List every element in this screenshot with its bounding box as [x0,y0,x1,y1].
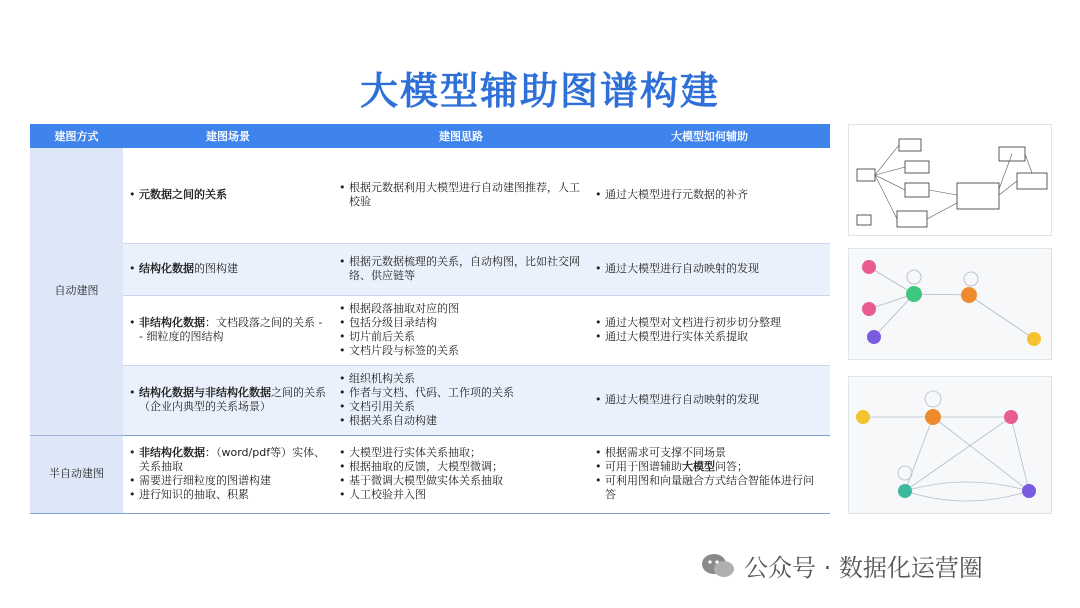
table-row [30,365,830,435]
assist-item: • 通过大模型进行自动映射的发现 [595,262,824,276]
header-idea: 建图思路 [333,124,589,148]
scene-cell [123,295,333,365]
idea-cell [333,435,589,513]
idea-item: • 切片前后关系 [339,330,583,344]
header-scene: 建图场景 [123,124,333,148]
scene-cell [123,435,333,513]
scene-bold: 结构化数据与非结构化数据 [139,386,271,399]
scene-text: 的图构建 [194,262,238,275]
idea-item: • 包括分级目录结构 [339,316,583,330]
idea-item: • 组织机构关系 [339,372,583,386]
header-assist: 大模型如何辅助 [589,124,830,148]
scene-text: • 需要进行细粒度的图谱构建 [129,474,327,488]
wechat-icon [700,551,736,581]
scene-text: ：文档段落之间的关系 - - 细粒度的图结构 [139,316,323,343]
assist-item: • 通过大模型对文档进行初步切分整理 [595,316,824,330]
method-auto: 自动建图 [30,148,123,435]
watermark [700,548,983,583]
idea-item: • 根据关系自动构建 [339,414,583,428]
idea-item: • 作者与文档、代码、工作项的关系 [339,386,583,400]
idea-item: • 文档片段与标签的关系 [339,344,583,358]
table-header-row [30,124,830,148]
idea-item: • 文档引用关系 [339,400,583,414]
watermark-text: 公众号 · 数据化运营圈 [744,554,983,582]
graph-thumbnail-nodes [848,248,1052,360]
idea-item: • 根据段落抽取对应的图 [339,302,583,316]
scene-cell [123,365,333,435]
idea-item: • 根据抽取的反馈，大模型微调； [339,460,583,474]
flow-graph-image [849,125,1051,235]
assist-item: • 通过大模型进行元数据的补齐 [595,188,824,202]
assist-item: • 通过大模型进行自动映射的发现 [595,393,824,407]
scene-text: • 进行知识的抽取、积累 [129,488,327,502]
idea-cell [333,295,589,365]
assist-item: • 可用于图谱辅助大模型问答； [595,460,824,474]
idea-item: • 大模型进行实体关系抽取； [339,446,583,460]
assist-cell [589,243,830,295]
method-semi-auto: 半自动建图 [30,435,123,513]
table-row [30,148,830,243]
header-method: 建图方式 [30,124,123,148]
idea-cell [333,148,589,243]
idea-item: • 人工校验并入图 [339,488,583,502]
idea-item: • 基于微调大模型做实体关系抽取 [339,474,583,488]
assist-item: • 可利用图和向量融合方式结合智能体进行问答 [595,474,824,502]
scene-bold: 非结构化数据 [139,316,205,329]
scene-cell [123,243,333,295]
table-row [30,435,830,513]
scene-bold: 结构化数据 [139,262,194,275]
scene-cell [123,148,333,243]
table-row [30,295,830,365]
scene-text: 之间的关系（企业内典型的关系场景） [139,386,326,413]
table-row [30,243,830,295]
assist-cell [589,365,830,435]
assist-cell [589,295,830,365]
idea-item: • 根据元数据利用大模型进行自动建图推荐，人工校验 [339,181,583,209]
assist-item: • 通过大模型进行实体关系提取 [595,330,824,344]
graph-construction-table [30,124,830,514]
assist-cell [589,148,830,243]
idea-cell [333,243,589,295]
assist-item: • 根据需求可支撑不同场景 [595,446,824,460]
scene-bold: 元数据之间的关系 [139,188,227,202]
slide-title: 大模型辅助图谱构建 [359,69,720,113]
graph-thumbnail-flow [848,124,1052,236]
idea-cell [333,365,589,435]
assist-cell [589,435,830,513]
node-graph-image [849,249,1051,359]
dense-graph-image [849,377,1051,513]
scene-text: ：（word/pdf等）实体、关系抽取 [139,446,326,473]
idea-item: • 根据元数据梳理的关系，自动构图，比如社交网络、供应链等 [339,255,583,283]
scene-bold: 非结构化数据 [139,446,205,459]
graph-thumbnail-dense [848,376,1052,514]
